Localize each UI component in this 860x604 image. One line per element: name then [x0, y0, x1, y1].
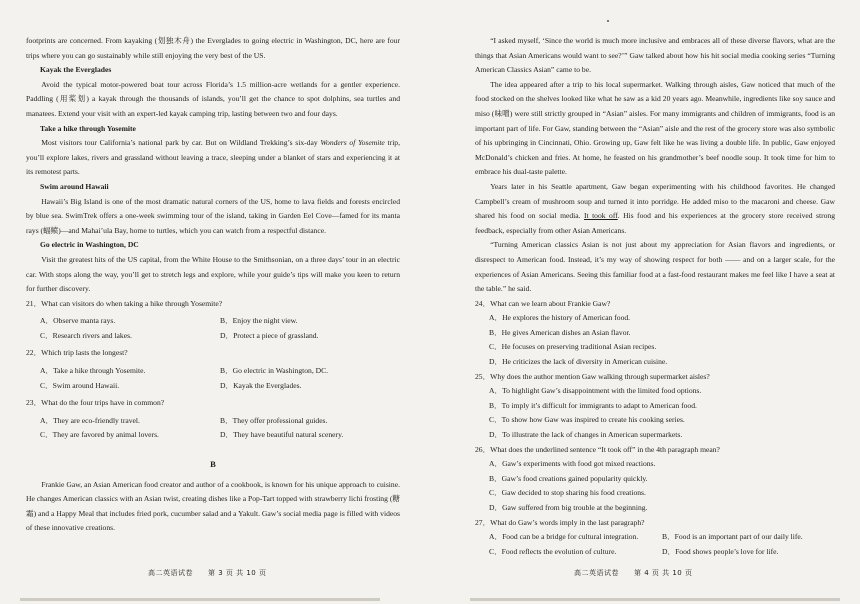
option: A．Observe manta rays. [40, 316, 116, 326]
yosemite-text-b: trip, you’ll explore lakes, rivers and grassland without leaving a trace, sleeping under a blanket of stars and experiencing it at its remotest parts. [26, 138, 400, 177]
paragraph-everglades: Avoid the typical motor-powered boat tour across Florida’s 1.5 million-acre wetlands for a gentler experience. Paddling (用桨划) a kayak through the thousands of islands, you’ll get the chance to spot dolphins, sea turtles and manatees. Extend your visit with an expert-led kayak camping trip, lasting between two and four days. [26, 79, 400, 118]
option: C．Swim around Hawaii. [40, 380, 120, 390]
underlined-sentence: It took off [584, 211, 618, 221]
option: B．Enjoy the night view. [220, 316, 298, 326]
option: B．To imply it’s difficult for immigrants to adapt to American food. [489, 400, 697, 410]
left-page [26, 34, 400, 536]
question-22-options [26, 364, 400, 393]
paragraph-final-quote: “Turning American classics Asian is not just about my appreciation for Asian flavors and ingredients, or disrespect to American food. Instead, it’s my way of showing respect for both —— and on a larger scale, for the experiences of Asian Americans. Seeing this familiar food at a fast-food restaurant makes me feel like I have a seat at the table.” he said. [475, 240, 835, 294]
option: C．They are favored by animal lovers. [40, 430, 159, 440]
option: A．They are eco-friendly travel. [40, 415, 140, 425]
option: D．They have beautiful natural scenery. [220, 430, 344, 440]
paragraph-frankie-gaw: Frankie Gaw, an Asian American food creator and author of a cookbook, is known for his unique approach to cuisine. He changes American classics with an Asian twist, creating dishes like a Pop-Tart topped with strawberry lichi frosting (糖霜) and a Happy Meal that includes fried pork, cucumber salad and a Yakult. Gaw’s social media page is filled with videos of these innovative creations. [26, 479, 400, 533]
paragraph-hawaii: Hawaii’s Big Island is one of the most dramatic natural corners of the US, home to lava fields and forests encircled by blue sea. SwimTrek offers a one-week swimming tour of the island, taking in Garden Eel Cove—famed for its manta rays (蝠鲼)—and Mahai’ula Bay, home to turtles, which you can watch from a respectful distance. [26, 196, 400, 235]
option: C．He focuses on preserving traditional Asian recipes. [489, 342, 657, 352]
yosemite-trip-title: Wonders of Yosemite [320, 138, 385, 148]
question-26: 26．What does the underlined sentence “It took off” in the 4th paragraph mean? [475, 444, 720, 454]
option: A．He explores the history of American food. [489, 313, 631, 323]
option: C．To show how Gaw was inspired to create his cooking series. [489, 415, 685, 425]
yosemite-text-a: Most visitors tour California’s national park by car. But on Wildland Trekking’s six-day [41, 138, 321, 148]
option: A．Food can be a bridge for cultural integration. [489, 532, 639, 542]
question-26-options [475, 457, 835, 515]
question-24: 24．What can we learn about Frankie Gaw? [475, 298, 611, 308]
section-b-heading: B [210, 459, 216, 470]
question-24-options [475, 311, 835, 369]
question-23-options [26, 414, 400, 443]
option: B．Food is an important part of our daily life. [662, 532, 803, 542]
question-22: 22．Which trip lasts the longest? [26, 348, 128, 358]
page-footer-4: 高二英语试卷 第 4 页 共 10 页 [574, 569, 693, 577]
section-heading-everglades: Kayak the Everglades [40, 65, 112, 75]
option: B．He gives American dishes an Asian flavor. [489, 327, 631, 337]
option: C．Research rivers and lakes. [40, 330, 132, 340]
scan-edge-right [470, 598, 840, 601]
seattle-text-b: . His food and his experiences at the grocery store received strong feedback, especially from other Asian Americans. [475, 211, 835, 235]
section-heading-hawaii: Swim around Hawaii [40, 181, 109, 191]
option: D．Protect a piece of grassland. [220, 330, 319, 340]
option: B．Go electric in Washington, DC. [220, 366, 329, 376]
option: D．Food shows people’s love for life. [662, 546, 779, 556]
section-heading-washington: Go electric in Washington, DC [40, 240, 139, 250]
paragraph-washington: Visit the greatest hits of the US capital, from the White House to the Smithsonian, on a three days’ tour in an electric car. With stops along the way, you’ll get to stretch legs and explore, while your guide’s tips will make you keen to return for further discovery. [26, 254, 400, 294]
question-21-options [26, 314, 400, 343]
question-23: 23．What do the four trips have in common? [26, 398, 165, 408]
option: B．They offer professional guides. [220, 415, 328, 425]
option: D．Gaw suffered from big trouble at the beginning. [489, 503, 648, 512]
option: D．He criticizes the lack of diversity in American cuisine. [489, 357, 668, 367]
question-25-options [475, 384, 835, 442]
option: C．Food reflects the evolution of culture. [489, 546, 617, 556]
scan-edge-left [20, 598, 380, 601]
speck-mark [607, 20, 609, 22]
option: C．Gaw decided to stop sharing his food creations. [489, 488, 646, 498]
section-heading-yosemite: Take a hike through Yosemite [40, 123, 136, 133]
option: A．Gaw’s experiments with food got mixed reactions. [489, 459, 656, 469]
paragraph-seattle [475, 180, 835, 238]
option: D．To illustrate the lack of changes in American supermarkets. [489, 430, 683, 440]
option: A．Take a hike through Yosemite. [40, 366, 146, 376]
paragraph-supermarket: The idea appeared after a trip to his local supermarket. Walking through aisles, Gaw noticed that much of the food stocked on the shelves looked like what he saw as a kid 20 years ago. Meanwhile, ingredients like soy sauce and miso (味噌) were still strictly grouped in “Asian” aisles. For many immigrants and children of immigrants, food is an important part of life. For Gaw, standing between the “Asian” aisle and the rest of the grocery store was also symbolic of his upbringing in Cincinnati, Ohio. Growing up, Gaw felt like he was living a double life. In public, Gaw enjoyed McDonald’s chicken and fries. At home, he feasted on his grandmother’s beef noodle soup. It took time for him to embrace his dual-taste palette. [475, 79, 835, 177]
right-page [475, 34, 835, 559]
question-27-options [475, 530, 835, 559]
option: A．To highlight Gaw’s disappointment with the limited food options. [489, 386, 702, 396]
option: D．Kayak the Everglades. [220, 380, 302, 390]
intro-paragraph: footprints are concerned. From kayaking (划独木舟) the Everglades to going electric in Washington, DC, here are four trips where you can go sustainably while still enjoying the very best of the US. [26, 36, 400, 60]
paragraph-yosemite [26, 136, 400, 180]
paragraph-gaw-quote: “I asked myself, ‘Since the world is much more inclusive and embraces all of these diverse flavors, what are the things that Asian Americans would want to see?’” Gaw talked about how his hit social media cooking series “Turning American Classics Asian” came to be. [475, 36, 835, 75]
question-27: 27．What do Gaw’s words imply in the last paragraph? [475, 517, 645, 527]
page-footer-3: 高二英语试卷 第 3 页 共 10 页 [148, 569, 267, 577]
option: B．Gaw’s food creations gained popularity quickly. [489, 473, 648, 483]
seattle-text-a: Years later in his Seattle apartment, Gaw began experimenting with his childhood favorites. He changed Campbell’s cream of mushroom soup and turned it into porridge. He added miso to the macaroni and cheese. Gaw shared his food on social media. [475, 181, 835, 221]
question-21: 21．What can visitors do when taking a hike through Yosemite? [26, 298, 223, 308]
question-25: 25．Why does the author mention Gaw walking through supermarket aisles? [475, 371, 710, 381]
